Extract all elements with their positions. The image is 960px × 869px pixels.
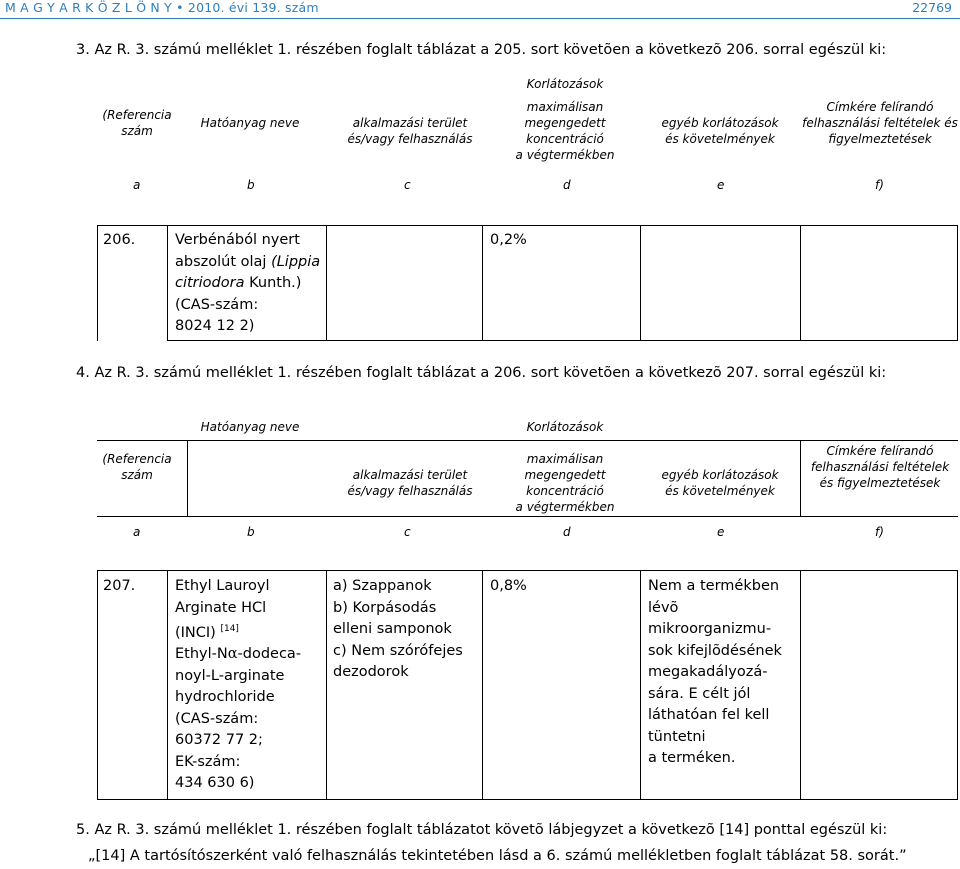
conc-col-line: maximálisan (526, 100, 604, 114)
conc-col-line: megengedett (524, 468, 606, 482)
col-letter-e-2: e (717, 525, 725, 539)
ref-col-line: (Referencia (102, 452, 172, 466)
conc-col-line: koncentráció (526, 132, 604, 146)
col-letter-b: b (247, 178, 255, 192)
use-col-line: alkalmazási terület (352, 116, 468, 130)
other-line: Nem a termékben (648, 578, 780, 594)
col-letter-a: a (133, 178, 141, 192)
name-line: 60372 77 2; (175, 732, 263, 749)
row-206-name (175, 230, 320, 338)
name-part: abszolút olaj (175, 253, 272, 270)
other-line: megakadályozá- (648, 664, 768, 680)
name-line: 434 630 6) (175, 775, 255, 792)
name-part: -dodeca- (237, 646, 302, 663)
other-line: tüntetni (648, 728, 706, 745)
ref-col-heading-2 (97, 451, 177, 483)
other-line: a terméken. (648, 750, 736, 766)
row-207-ref-cell (97, 570, 167, 800)
header-rule-2 (97, 440, 958, 441)
name-line (175, 619, 301, 644)
name-line: hydrochloride (175, 689, 275, 706)
alpha-symbol: α (227, 646, 238, 663)
row-207-ref: 207. (103, 578, 136, 594)
other-line: sok kifejlõdésének (648, 642, 782, 659)
section-5-title: 5. Az R. 3. számú melléklet 1. részében foglalt táblázatot követõ lábjegyzet a következõ [14] ponttal egészül ki: (76, 822, 888, 838)
col-letter-f-2: f) (875, 525, 884, 539)
section-4-title: 4. Az R. 3. számú melléklet 1. részében foglalt táblázat a 206. sort követõen a következõ 207. sorral egészül ki: (76, 365, 887, 381)
header-divider (800, 440, 801, 516)
use-col-heading-2 (340, 467, 480, 499)
row-206-label-cell (801, 225, 958, 341)
use-col-line: alkalmazási terület (352, 468, 468, 482)
substance-col-heading-2: Hatóanyag neve (200, 420, 300, 434)
header-rule-2b (97, 516, 958, 517)
section-3-title: 3. Az R. 3. számú melléklet 1. részében foglalt táblázat a 205. sort követõen a következõ 206. sorral egészül ki: (76, 42, 887, 58)
col-letter-a-2: a (133, 525, 141, 539)
row-206-ref: 206. (103, 232, 136, 248)
footnote-ref: [14] (220, 624, 239, 634)
name-part-italic: citriodora (175, 275, 245, 291)
name-part: (INCI) (175, 624, 221, 641)
other-col-line: és követelmények (665, 132, 775, 146)
row-207-other (648, 576, 782, 770)
section-5-quote: „[14] A tartósítószerként való felhasználás tekintetében lásd a 6. számú mellékletben foglalt táblázat 58. sorát.” (88, 848, 907, 864)
ref-col-line: szám (121, 468, 153, 482)
col-letter-d-2: d (563, 525, 571, 539)
bullet: • (176, 0, 184, 15)
conc-col-line: a végtermékben (515, 148, 615, 162)
conc-col-line: a végtermékben (515, 500, 615, 514)
name-line: Verbénából nyert (175, 232, 300, 248)
row-207-name (175, 576, 301, 795)
ref-col-heading (97, 107, 177, 139)
use-line: dezodorok (333, 664, 409, 680)
col-letter-f: f) (875, 178, 884, 192)
col-letter-b-2: b (247, 525, 255, 539)
name-part: Ethyl-N (175, 646, 228, 663)
name-line: EK-szám: (175, 753, 241, 770)
name-part-italic: (Lippia (271, 253, 321, 270)
conc-col-line: megengedett (524, 116, 606, 130)
other-line: sára. E célt jól (648, 685, 751, 702)
restrictions-heading-2: Korlátozások (526, 420, 604, 434)
name-line: (CAS-szám: (175, 296, 259, 313)
other-col-heading-2 (650, 467, 790, 499)
use-line: b) Korpásodás (333, 599, 437, 616)
label-col-line: és figyelmeztetések (819, 476, 941, 490)
ref-col-line: (Referencia (102, 108, 172, 122)
row-207-label-cell (801, 570, 958, 800)
label-col-heading-2 (800, 443, 960, 491)
restrictions-heading: Korlátozások (526, 77, 604, 91)
col-letter-c-2: c (404, 525, 411, 539)
label-col-line: felhasználási feltételek és (802, 116, 958, 130)
row-207-concentration: 0,8% (490, 578, 527, 594)
name-line: noyl-L-arginate (175, 667, 285, 684)
label-col-line: Címkére felírandó (826, 100, 934, 114)
substance-col-heading: Hatóanyag neve (200, 116, 300, 130)
other-col-line: egyéb korlátozások (661, 116, 779, 130)
name-line: Arginate HCl (175, 599, 267, 616)
page-number: 22769 (912, 0, 952, 15)
journal-name: M A G Y A R K Ö Z L Ö N Y (5, 0, 172, 15)
row-206-use-cell (327, 225, 483, 341)
other-col-heading (650, 115, 790, 147)
other-line: láthatóan fel kell (648, 707, 770, 723)
conc-col-line: maximálisan (526, 452, 604, 466)
name-line: Ethyl Lauroyl (175, 578, 270, 594)
label-col-line: felhasználási feltételek (810, 460, 950, 474)
col-letter-d: d (563, 178, 571, 192)
use-col-heading (340, 115, 480, 147)
row-207-use (333, 576, 463, 684)
other-col-line: egyéb korlátozások (661, 468, 779, 482)
conc-col-line: koncentráció (526, 484, 604, 498)
header-divider (187, 440, 188, 516)
other-line: lévõ (648, 599, 679, 616)
use-line: elleni samponok (333, 621, 452, 637)
other-col-line: és követelmények (665, 484, 775, 498)
col-letter-c: c (404, 178, 411, 192)
use-line: c) Nem szórófejes (333, 642, 463, 659)
use-col-line: és/vagy felhasználás (347, 132, 473, 146)
name-line (175, 273, 320, 295)
name-part: Kunth.) (244, 275, 302, 291)
use-line: a) Szappanok (333, 578, 432, 594)
concentration-col-heading (505, 99, 625, 163)
name-line (175, 252, 320, 274)
label-col-line: Címkére felírandó (826, 444, 934, 458)
other-line: mikroorganizmu- (648, 621, 772, 637)
use-col-line: és/vagy felhasználás (347, 484, 473, 498)
concentration-col-heading-2 (505, 451, 625, 515)
row-206-other-cell (641, 225, 801, 341)
ref-col-line: szám (121, 124, 153, 138)
row-207-conc-cell (483, 570, 641, 800)
name-line: (CAS-szám: (175, 710, 259, 727)
label-col-line: figyelmeztetések (828, 132, 932, 146)
name-line: 8024 12 2) (175, 318, 255, 334)
name-line (175, 644, 301, 666)
col-letter-e: e (717, 178, 725, 192)
label-col-heading (800, 99, 960, 147)
issue-label: 2010. évi 139. szám (187, 0, 319, 15)
row-206-concentration: 0,2% (490, 232, 527, 248)
